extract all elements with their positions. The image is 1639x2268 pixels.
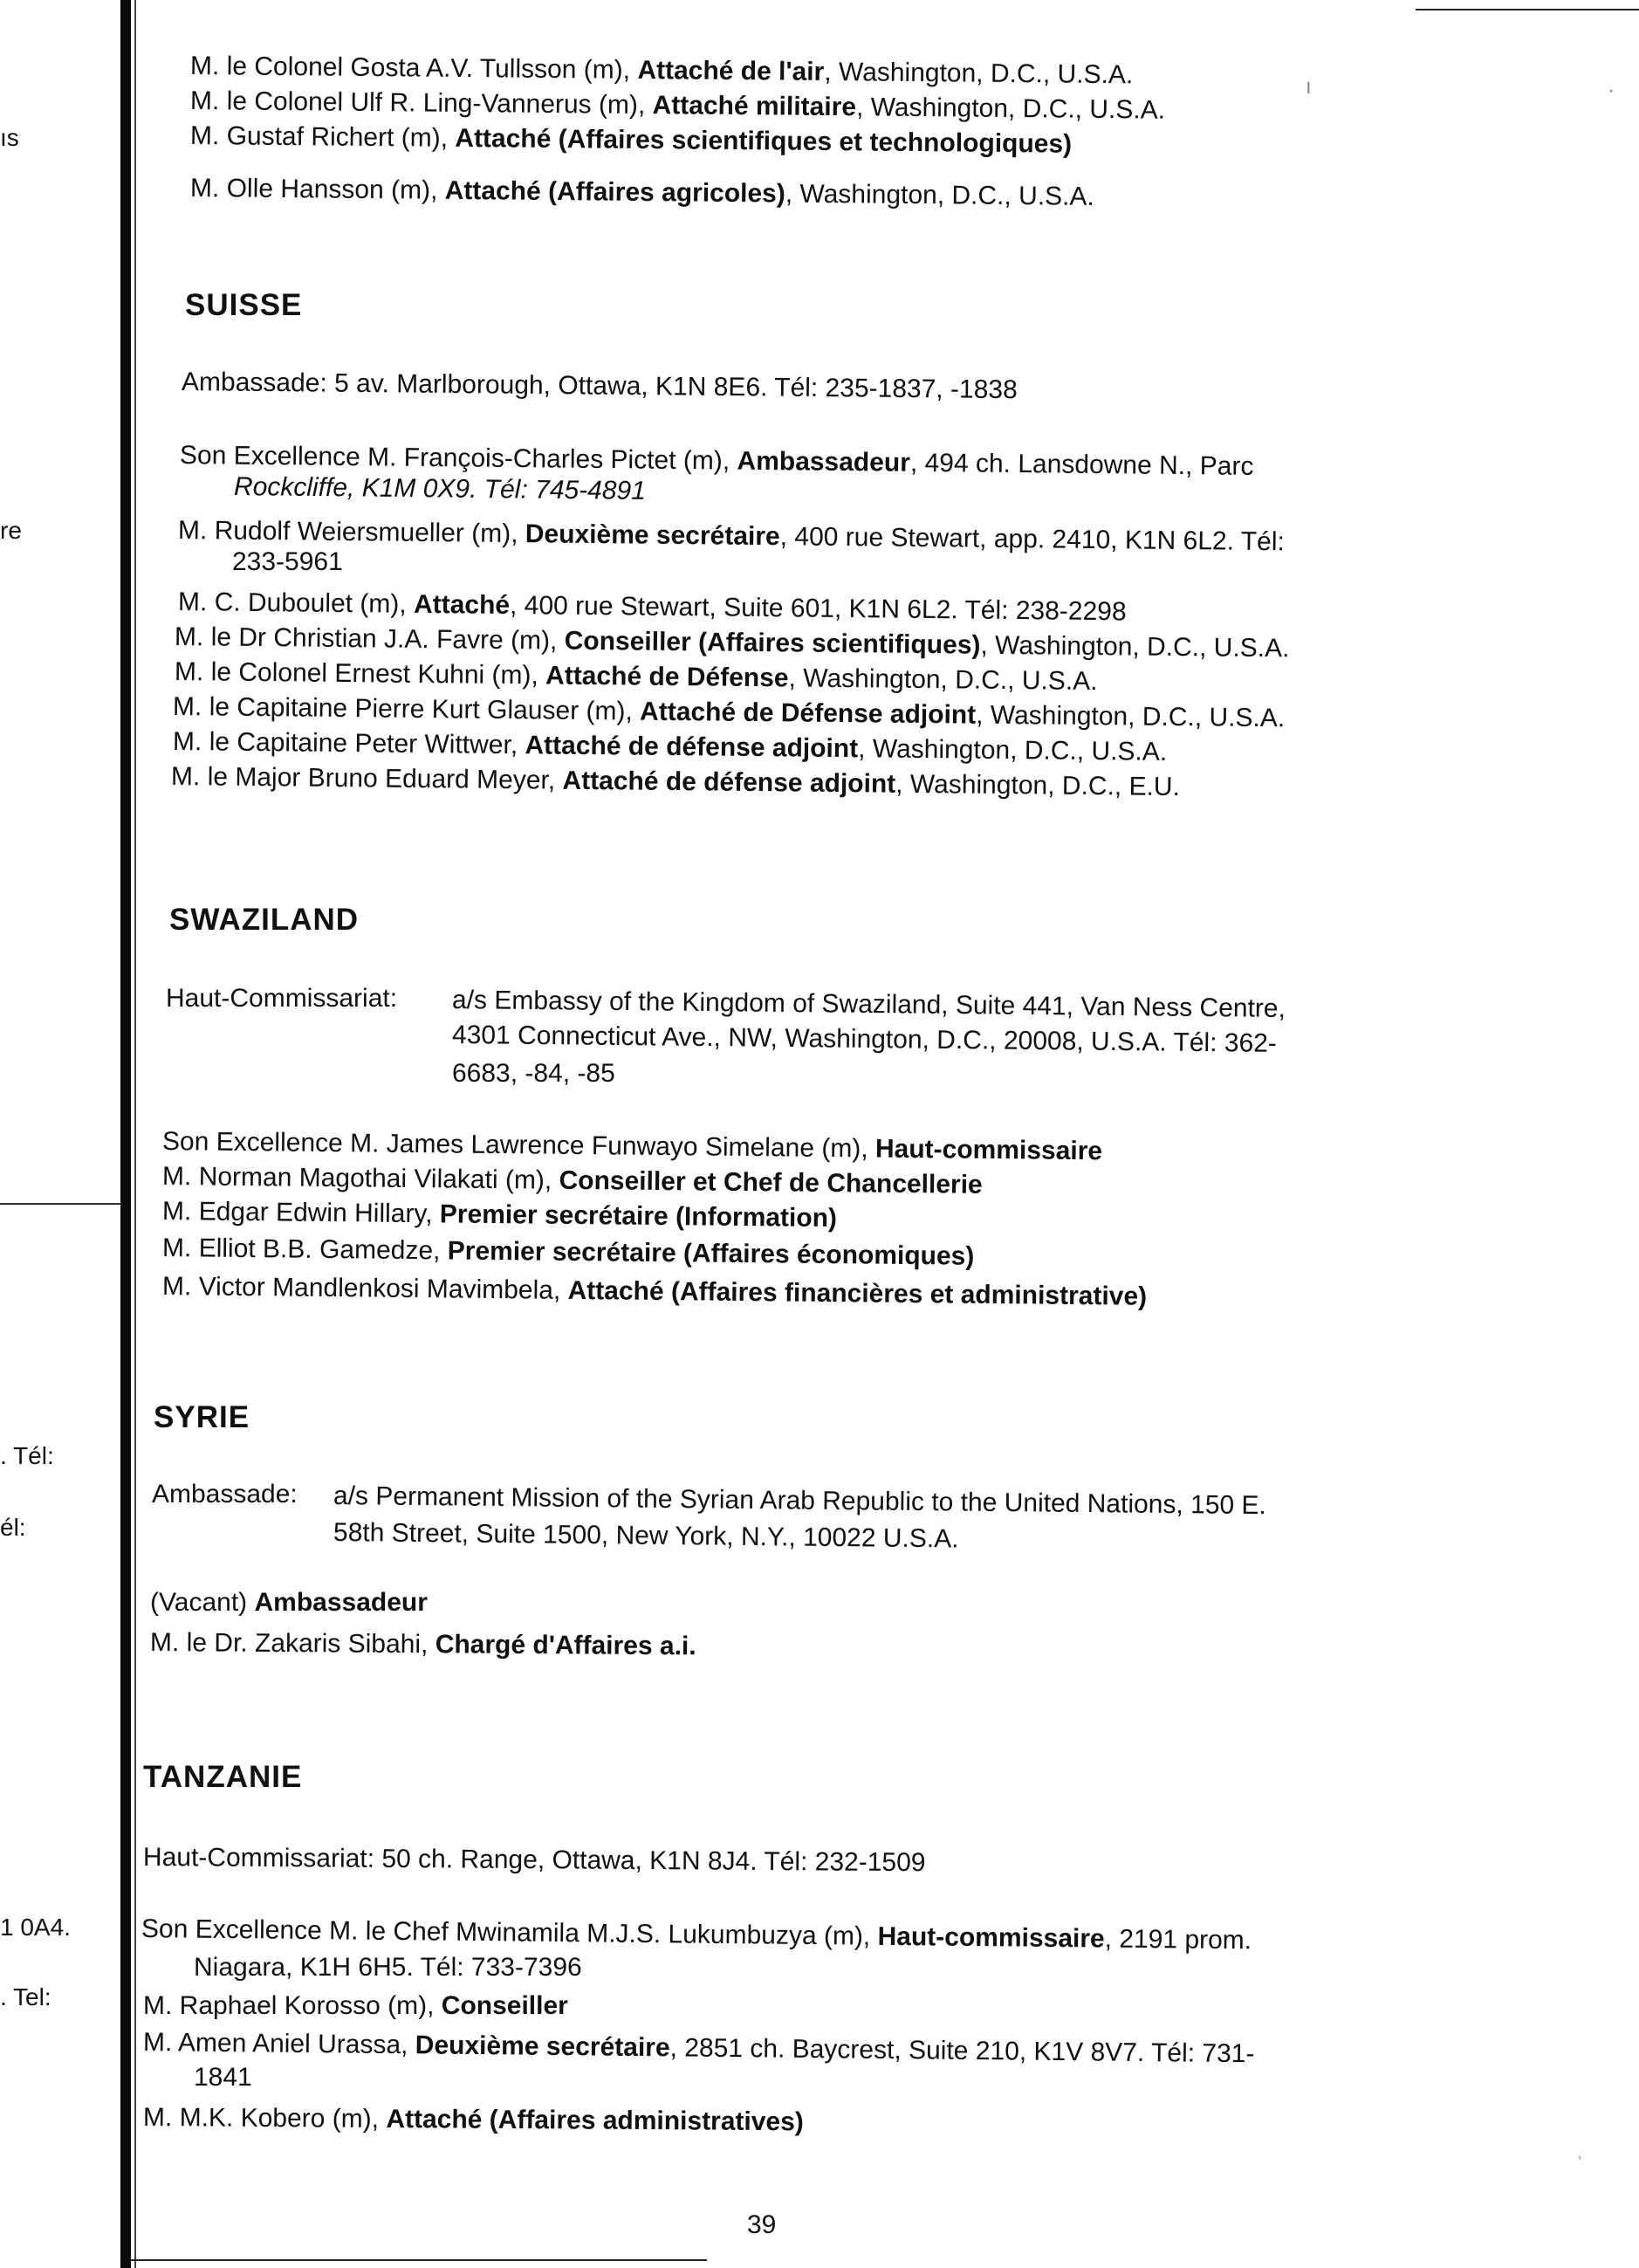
list-item: M. Norman Magothai Vilakati (m), Conseiller et Chef de Chancellerie [161, 1162, 983, 1199]
list-item: M. C. Duboulet (m), Attaché, 400 rue Stewart, Suite 601, K1N 6L2. Tél: 238-2298 [177, 588, 1127, 627]
mission-address-line: a/s Embassy of the Kingdom of Swaziland, Suite 441, Van Ness Centre, [451, 986, 1286, 1023]
margin-fragment: 1 0A4. [0, 1914, 71, 1941]
list-item: M. Edgar Edwin Hillary, Premier secrétaire (Information) [161, 1197, 838, 1234]
stray-mark: · [1608, 79, 1615, 102]
mission-address-line: a/s Permanent Mission of the Syrian Arab Republic to the United Nations, 150 E. [333, 1481, 1267, 1521]
mission-address-line: 6683, -84, -85 [452, 1059, 615, 1088]
mission-address: Haut-Commissariat: 50 ch. Range, Ottawa, K1N 8J4. Tél: 232-1509 [142, 1843, 926, 1878]
mission-label: Haut-Commissariat: [166, 984, 398, 1013]
section-heading-swaziland: SWAZILAND [169, 903, 360, 937]
list-item: M. le Colonel Ulf R. Ling-Vannerus (m), Attaché militaire, Washington, D.C., U.S.A. [189, 86, 1166, 125]
margin-fragment: ıs [0, 124, 19, 151]
list-item: M. le Major Bruno Eduard Meyer, Attaché de défense adjoint, Washington, D.C., E.U. [170, 762, 1181, 802]
bottom-rule [131, 2259, 707, 2261]
list-item-continuation: 233-5961 [232, 547, 343, 576]
list-item-continuation: 1841 [194, 2063, 252, 2092]
list-item-continuation: Niagara, K1H 6H5. Tél: 733-7396 [194, 1953, 582, 1982]
mission-address-line: 58th Street, Suite 1500, New York, N.Y., 10022 U.S.A. [333, 1518, 959, 1554]
margin-fragment: . Tél: [0, 1442, 54, 1469]
binding-edge-rule [134, 0, 136, 2268]
margin-fragment: re [0, 517, 22, 544]
list-item: Son Excellence M. James Lawrence Funwayo Simelane (m), Haut-commissaire [161, 1127, 1103, 1166]
list-item: M. le Capitaine Pierre Kurt Glauser (m), Attaché de Défense adjoint, Washington, D.C., U.S.A. [172, 692, 1286, 733]
list-item: M. M.K. Kobero (m), Attaché (Affaires administratives) [142, 2103, 804, 2137]
page-number: 39 [747, 2210, 777, 2239]
list-item-continuation: Rockcliffe, K1M 0X9. Tél: 745-4891 [233, 472, 647, 505]
mission-label: Ambassade: [152, 1480, 298, 1509]
list-item: M. le Dr. Zakaris Sibahi, Chargé d'Affaires a.i. [149, 1628, 696, 1661]
left-page-rule [0, 1203, 120, 1205]
list-item: M. Rudolf Weiersmueller (m), Deuxième secrétaire, 400 rue Stewart, app. 2410, K1N 6L2. Tél: [177, 516, 1285, 557]
binding-edge [120, 0, 131, 2268]
list-item: M. le Colonel Ernest Kuhni (m), Attaché de Défense, Washington, D.C., U.S.A. [174, 657, 1098, 697]
section-heading-tanzanie: TANZANIE [143, 1760, 303, 1794]
list-item: M. Victor Mandlenkosi Mavimbela, Attaché (Affaires financières et administrative) [161, 1272, 1148, 1311]
list-item: M. Amen Aniel Urassa, Deuxième secrétaire, 2851 ch. Baycrest, Suite 210, K1V 8V7. Tél: 731- [142, 2028, 1255, 2069]
list-item: M. le Capitaine Peter Wittwer, Attaché de défense adjoint, Washington, D.C., U.S.A. [172, 727, 1168, 766]
margin-fragment: él: [0, 1514, 26, 1541]
list-item: Son Excellence M. le Chef Mwinamila M.J.S. Lukumbuzya (m), Haut-commissaire, 2191 prom. [141, 1914, 1252, 1955]
stray-mark: ˒ [1576, 2142, 1583, 2166]
section-heading-suisse: SUISSE [185, 288, 303, 322]
mission-address: Ambassade: 5 av. Marlborough, Ottawa, K1N 8E6. Tél: 235-1837, -1838 [181, 368, 1018, 405]
list-item: (Vacant) Ambassadeur [150, 1588, 428, 1617]
list-item: M. Raphael Korosso (m), Conseiller [143, 1991, 568, 2020]
list-item: Son Excellence M. François-Charles Pictet (m), Ambassadeur, 494 ch. Lansdowne N., Parc [179, 441, 1254, 481]
list-item: M. Elliot B.B. Gamedze, Premier secrétaire (Affaires économiques) [161, 1234, 975, 1271]
mission-address-line: 4301 Connecticut Ave., NW, Washington, D.C., 20008, U.S.A. Tél: 362- [451, 1021, 1278, 1058]
section-heading-syrie: SYRIE [154, 1400, 250, 1434]
list-item: M. Olle Hansson (m), Attaché (Affaires agricoles), Washington, D.C., U.S.A. [189, 174, 1094, 211]
stray-mark: ı [1306, 75, 1312, 99]
list-item: M. le Dr Christian J.A. Favre (m), Conseiller (Affaires scientifiques), Washington, D.C., U.S.A. [174, 622, 1290, 663]
top-rule [1416, 9, 1639, 10]
list-item: M. Gustaf Richert (m), Attaché (Affaires scientifiques et technologiques) [189, 121, 1073, 159]
list-item: M. le Colonel Gosta A.V. Tullsson (m), Attaché de l'air, Washington, D.C., U.S.A. [189, 52, 1134, 90]
margin-fragment: . Tel: [0, 1983, 51, 2010]
